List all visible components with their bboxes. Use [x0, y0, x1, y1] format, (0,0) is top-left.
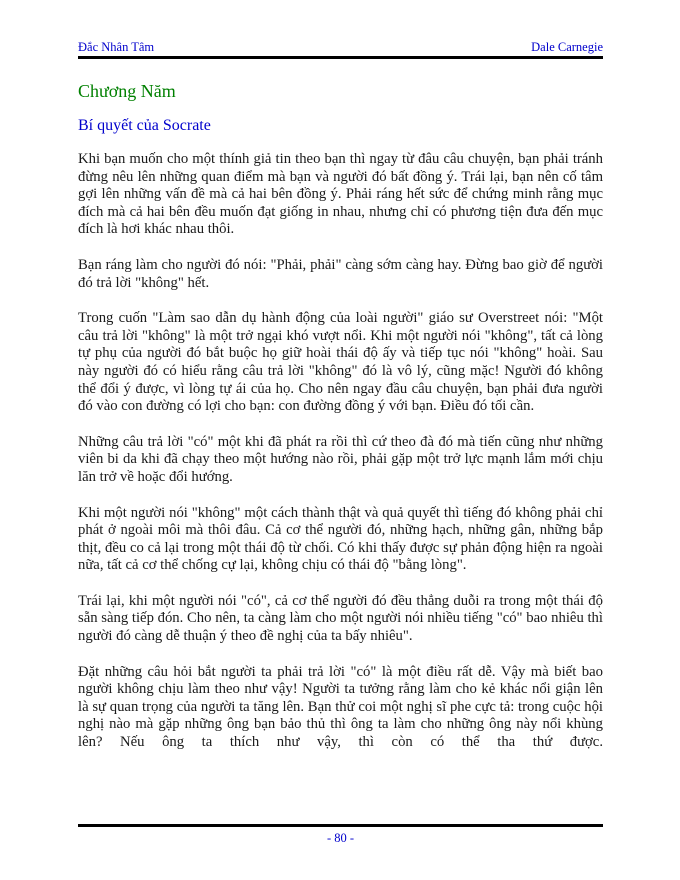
footer-rule — [78, 824, 603, 827]
page-number: - 80 - — [326, 831, 355, 845]
paragraph: Khi bạn muốn cho một thính giả tin theo bạn thì ngay từ đâu câu chuyện, bạn phải tránh đừng nêu lên những quan điểm mà bạn và người đó bất đồng ý. Trái lại, bạn nên cố tâm gợi lên những vấn đề mà cả hai bên đồng ý. Phải ráng hết sức để chứng minh rằng mục đích mà cả hai bên đều muốn đạt giống in nhau, nhưng chỉ có phương tiện đưa đến mục đích là hơi khác nhau thôi. — [78, 151, 603, 238]
paragraph: Trái lại, khi một người nói "có", cả cơ thể người đó đều thẳng duỗi ra trong một thái độ sẵn sàng tiếp đón. Cho nên, ta càng làm cho một người nói nhiều tiếng "có" bao nhiêu thì người đó càng dễ thuận ý theo đề nghị của ta bấy nhiêu". — [78, 592, 603, 645]
header-rule — [78, 56, 603, 59]
paragraph: Trong cuốn "Làm sao dẫn dụ hành động của loài người" giáo sư Overstreet nói: "Một câu trả lời "không" là một trở ngại khó vượt nổi. Khi một người nói "không", tất cả lòng tự phụ của người đó bắt buộc họ giữ hoài thái độ ấy và tiếp tục nói "không" hoài. Sau này người đó có hiểu rằng câu trả lời "không" đó là vô lý, cũng mặc! Người đó không thể đổi ý được, vì lòng tự ái của họ. Cho nên ngay đầu câu chuyện, bạn phải đưa người đó vào con đường có lợi cho bạn: con đường đồng ý với bạn. Điều đó tối cần. — [78, 310, 603, 415]
paragraph: Đặt những câu hỏi bắt người ta phải trả lời "có" là một điều rất dễ. Vậy mà biết bao người không chịu làm theo như vậy! Người ta tưởng rằng làm cho kẻ khác nổi giận lên là sự quan trọng của người ta tăng lên. Bạn thử coi một nghị sĩ phe cực tả: trong cuộc hội nghị nào mà gặp những ông bạn bảo thủ thì ông ta làm cho những ông này nổi khùng lên? Nếu ông ta thích như vậy, thì còn có thể tha thứ được. — [78, 663, 603, 751]
header-author: Dale Carnegie — [531, 40, 603, 54]
header-book-title: Đắc Nhân Tâm — [78, 40, 155, 54]
chapter-title: Chương Năm — [78, 81, 176, 101]
paragraph: Những câu trả lời "có" một khi đã phát ra rồi thì cứ theo đà đó mà tiến cũng như những viên bi da khi đã chạy theo một hướng nào rồi, phải gặp một trở lực mạnh lắm mới chịu lăn trở về hoặc đổi hướng. — [78, 433, 603, 485]
paragraph: Bạn ráng làm cho người đó nói: "Phải, phải" càng sớm càng hay. Đừng bao giờ để người đó trả lời "không" hết. — [78, 256, 603, 291]
paragraph: Khi một người nói "không" một cách thành thật và quả quyết thì tiếng đó không phải chỉ phát ở ngoài môi mà thôi đâu. Cả cơ thể người đó, những hạch, những gân, những bắp thịt, đều co cả lại trong một thái độ từ chối. Có khi thấy được sự phản động hiện ra ngoài nữa, tất cả cơ thể chống cự lại, không chịu có thái độ "bằng lòng". — [78, 504, 603, 574]
page-footer — [78, 824, 603, 846]
body-text — [78, 151, 603, 752]
section-title: Bí quyết của Socrate — [78, 117, 211, 134]
page-header — [78, 0, 603, 54]
